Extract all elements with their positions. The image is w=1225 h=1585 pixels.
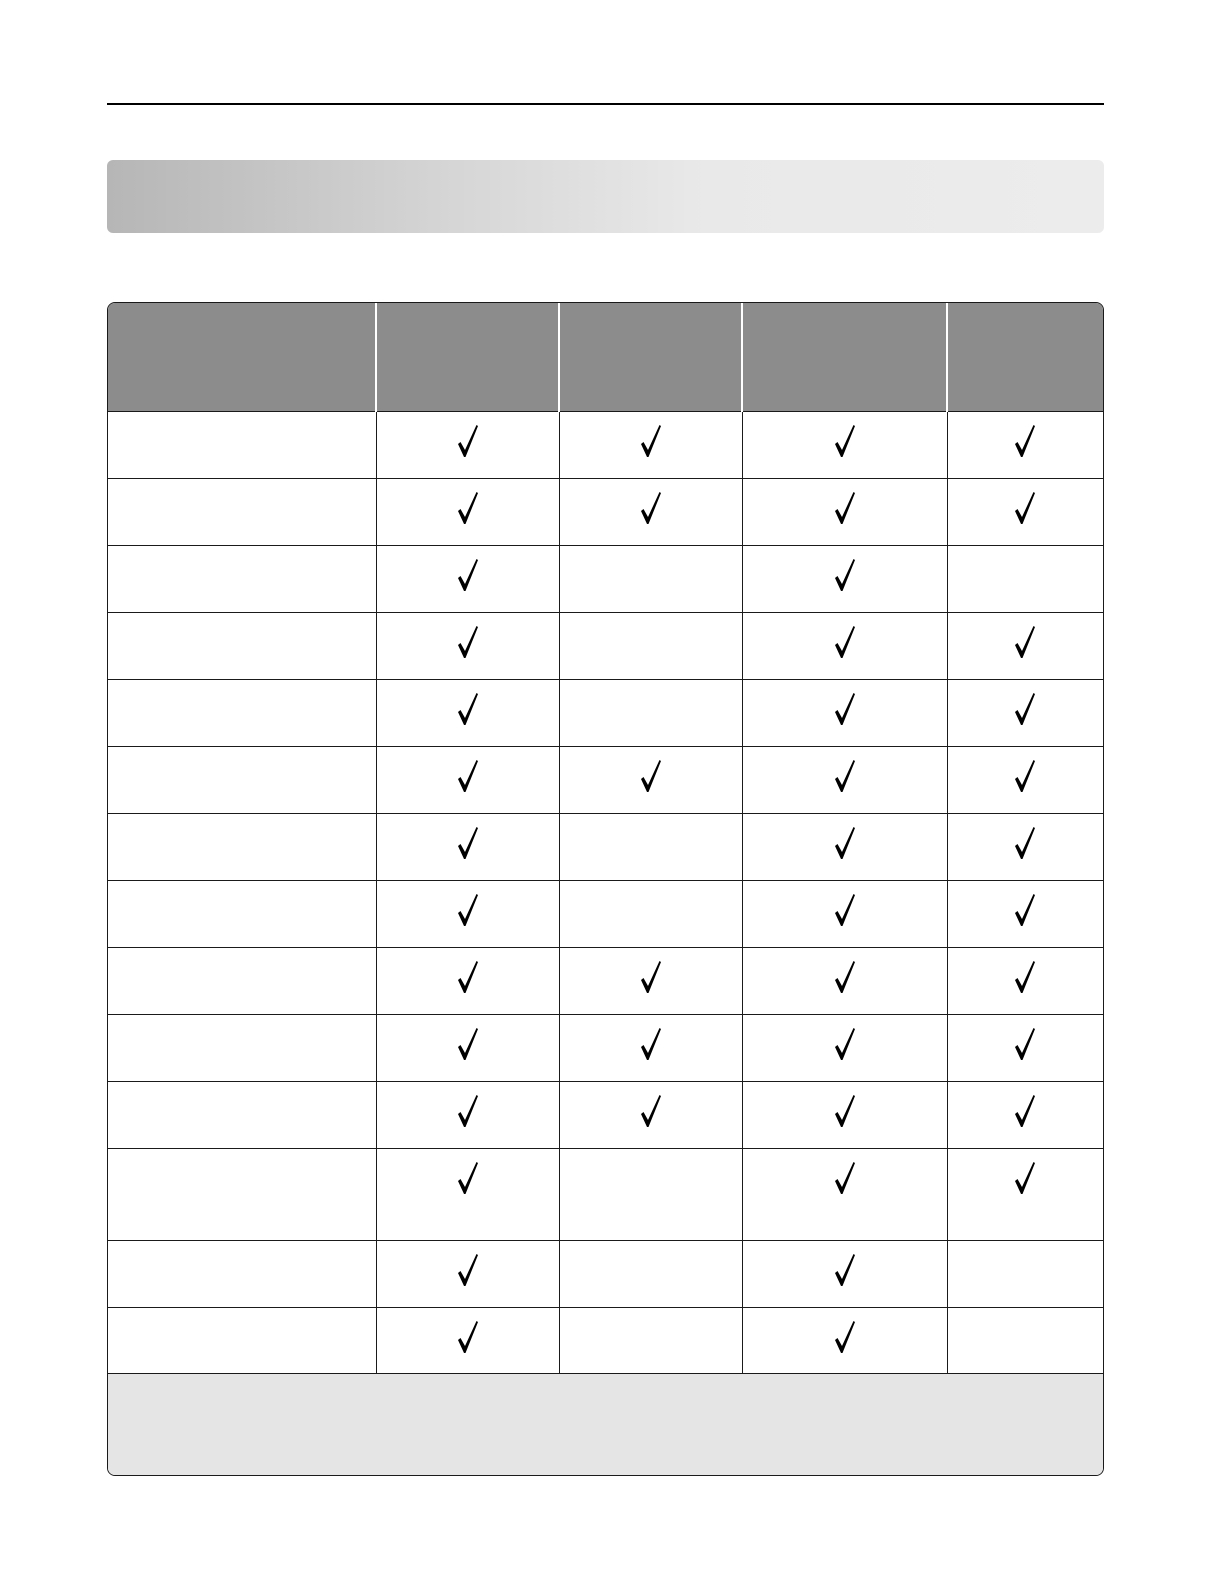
row-label: [108, 814, 376, 881]
check-mark-icon: [1014, 692, 1036, 726]
check-mark-icon: [1014, 1161, 1036, 1195]
check-cell: [742, 412, 947, 479]
check-cell: [376, 1241, 559, 1308]
check-cell: [559, 747, 742, 814]
check-cell: [376, 412, 559, 479]
check-cell: [947, 1149, 1103, 1241]
check-mark-icon: [834, 759, 856, 793]
check-cell: [742, 814, 947, 881]
check-mark-icon: [834, 893, 856, 927]
check-mark-icon: [457, 1027, 479, 1061]
check-mark-icon: [1014, 759, 1036, 793]
check-mark-icon: [1014, 826, 1036, 860]
check-mark-icon: [457, 625, 479, 659]
table-row: [108, 881, 1103, 948]
check-cell: [742, 1149, 947, 1241]
check-cell: [376, 546, 559, 613]
check-cell: [742, 1241, 947, 1308]
check-mark-icon: [1014, 1027, 1036, 1061]
support-table: [107, 302, 1104, 1476]
check-mark-icon: [834, 625, 856, 659]
check-mark-icon: [457, 558, 479, 592]
check-cell: [947, 1308, 1103, 1375]
column-header: [559, 303, 742, 412]
table-row: [108, 613, 1103, 680]
check-mark-icon: [834, 424, 856, 458]
row-label: [108, 1082, 376, 1149]
table-row: [108, 680, 1103, 747]
check-mark-icon: [457, 692, 479, 726]
row-label: [108, 613, 376, 680]
check-cell: [947, 412, 1103, 479]
check-mark-icon: [640, 960, 662, 994]
check-mark-icon: [640, 759, 662, 793]
row-label: [108, 1015, 376, 1082]
check-mark-icon: [457, 893, 479, 927]
row-label: [108, 546, 376, 613]
check-mark-icon: [834, 1253, 856, 1287]
check-mark-icon: [834, 692, 856, 726]
check-mark-icon: [457, 1253, 479, 1287]
check-cell: [559, 479, 742, 546]
table-row: [108, 479, 1103, 546]
check-mark-icon: [457, 491, 479, 525]
check-mark-icon: [640, 1027, 662, 1061]
table-row: [108, 1241, 1103, 1308]
check-cell: [559, 1082, 742, 1149]
check-cell: [559, 1015, 742, 1082]
row-label: [108, 680, 376, 747]
check-cell: [947, 881, 1103, 948]
check-cell: [559, 948, 742, 1015]
check-mark-icon: [834, 960, 856, 994]
check-cell: [742, 479, 947, 546]
row-label: [108, 747, 376, 814]
check-mark-icon: [457, 1094, 479, 1128]
check-cell: [376, 1149, 559, 1241]
row-label: [108, 412, 376, 479]
check-cell: [947, 948, 1103, 1015]
table-row: [108, 1149, 1103, 1241]
check-mark-icon: [640, 1094, 662, 1128]
check-mark-icon: [834, 1161, 856, 1195]
row-label: [108, 1149, 376, 1241]
check-cell: [742, 1308, 947, 1375]
check-cell: [947, 1241, 1103, 1308]
check-mark-icon: [834, 1320, 856, 1354]
column-header: [376, 303, 559, 412]
check-mark-icon: [457, 960, 479, 994]
check-cell: [742, 948, 947, 1015]
check-mark-icon: [834, 826, 856, 860]
row-label: [108, 948, 376, 1015]
row-label: [108, 1308, 376, 1375]
check-mark-icon: [834, 1094, 856, 1128]
table-row: [108, 1082, 1103, 1149]
section-title-banner: [107, 160, 1104, 233]
check-mark-icon: [1014, 893, 1036, 927]
check-mark-icon: [457, 759, 479, 793]
check-cell: [376, 948, 559, 1015]
check-mark-icon: [640, 491, 662, 525]
check-mark-icon: [1014, 1094, 1036, 1128]
table-row: [108, 814, 1103, 881]
check-cell: [376, 1015, 559, 1082]
header-rule: [107, 103, 1104, 105]
check-cell: [947, 747, 1103, 814]
table-footnote: [108, 1373, 1103, 1475]
check-mark-icon: [457, 424, 479, 458]
check-cell: [947, 1015, 1103, 1082]
check-cell: [947, 546, 1103, 613]
check-mark-icon: [834, 1027, 856, 1061]
check-cell: [559, 881, 742, 948]
check-cell: [559, 546, 742, 613]
check-mark-icon: [834, 558, 856, 592]
check-cell: [742, 1015, 947, 1082]
check-cell: [559, 814, 742, 881]
row-label: [108, 1241, 376, 1308]
check-cell: [376, 747, 559, 814]
check-cell: [947, 479, 1103, 546]
check-mark-icon: [457, 1161, 479, 1195]
check-cell: [559, 1308, 742, 1375]
check-mark-icon: [1014, 625, 1036, 659]
column-header: [742, 303, 947, 412]
check-mark-icon: [640, 424, 662, 458]
check-cell: [742, 680, 947, 747]
check-cell: [742, 881, 947, 948]
check-mark-icon: [834, 491, 856, 525]
check-cell: [376, 613, 559, 680]
check-cell: [559, 1149, 742, 1241]
column-header: [947, 303, 1103, 412]
table-row: [108, 1308, 1103, 1375]
table-row: [108, 546, 1103, 613]
check-cell: [376, 680, 559, 747]
check-cell: [559, 680, 742, 747]
table-row: [108, 412, 1103, 479]
table-row: [108, 747, 1103, 814]
check-mark-icon: [457, 826, 479, 860]
row-label: [108, 881, 376, 948]
check-mark-icon: [1014, 424, 1036, 458]
check-cell: [376, 881, 559, 948]
check-cell: [742, 546, 947, 613]
check-cell: [947, 680, 1103, 747]
check-cell: [947, 613, 1103, 680]
check-cell: [376, 1308, 559, 1375]
row-label: [108, 479, 376, 546]
check-cell: [947, 1082, 1103, 1149]
check-cell: [376, 479, 559, 546]
column-header: [108, 303, 376, 412]
table-row: [108, 1015, 1103, 1082]
check-cell: [376, 1082, 559, 1149]
check-cell: [947, 814, 1103, 881]
check-cell: [559, 1241, 742, 1308]
check-mark-icon: [1014, 960, 1036, 994]
check-cell: [376, 814, 559, 881]
check-cell: [559, 613, 742, 680]
check-cell: [742, 747, 947, 814]
check-cell: [742, 1082, 947, 1149]
table-row: [108, 948, 1103, 1015]
check-mark-icon: [457, 1320, 479, 1354]
check-cell: [742, 613, 947, 680]
check-cell: [559, 412, 742, 479]
check-mark-icon: [1014, 491, 1036, 525]
table-header-row: [108, 303, 1103, 412]
